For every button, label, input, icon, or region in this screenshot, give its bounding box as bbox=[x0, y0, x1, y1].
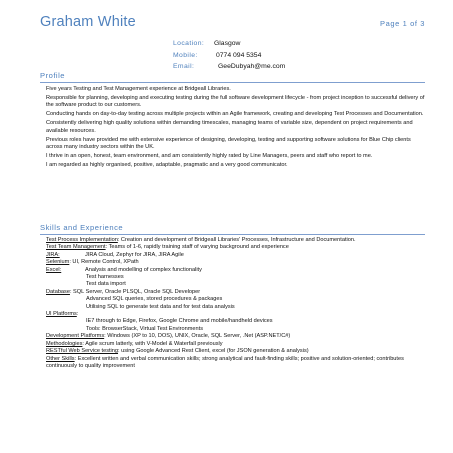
skill-text: : SQL Server, Oracle PLSQL, Oracle SQL Developer bbox=[69, 288, 201, 295]
skill-label: Test Process Implementation bbox=[46, 237, 118, 243]
mobile-label: Mobile: bbox=[173, 51, 198, 59]
skill-text: : Creation and development of Bridgeall Libraries' Processes, Infrastructure and Documentation. bbox=[117, 237, 356, 243]
skills-heading: Skills and Experience bbox=[40, 222, 425, 235]
skill-excel bbox=[46, 267, 426, 274]
candidate-name: Graham White bbox=[40, 14, 136, 30]
profile-text bbox=[46, 86, 426, 171]
header bbox=[40, 14, 425, 36]
skill-text: : Teams of 1-6, rapidly training staff of varying background and experience bbox=[105, 244, 289, 251]
skill-label: Methodologies bbox=[46, 340, 83, 347]
profile-heading: Profile bbox=[40, 70, 425, 83]
skill-text: : Excellent written and verbal communication skills; strong analytical and fault-finding skills; positive and solution-oriented; contributes continuously to quality improvement bbox=[46, 355, 404, 369]
skill-label: UI Platforms bbox=[46, 311, 77, 318]
profile-paragraph: Five years Testing and Test Management experience at Bridgeall Libraries. bbox=[46, 86, 231, 92]
skill-text: : using Google Advanced Rest Client, excel (for JSON generation & analysis) bbox=[118, 348, 309, 355]
profile-paragraph: Previous roles have provided me with extensive experience of designing, developing, testing and supporting software solutions for Blue Chip clients across many industry sectors within the UK. bbox=[46, 136, 411, 150]
location-label: Location: bbox=[173, 40, 205, 47]
skill-text: : Agile scrum latterly, with V-Model & Waterfall previously bbox=[82, 340, 223, 347]
skill-methodologies bbox=[46, 341, 426, 348]
skill-excel-item: Test data import bbox=[86, 281, 126, 288]
skill-text: JIRA Cloud, Zephyr for JIRA, JIRA Agile bbox=[85, 251, 184, 258]
email-value: GeeDubyah@me.com bbox=[218, 63, 286, 70]
skills-list bbox=[46, 237, 426, 370]
skill-ui-item: IE7 through to Edge, Firefox, Google Chrome and mobile/handheld devices bbox=[86, 318, 273, 325]
skill-excel-item: Test harnesses bbox=[86, 274, 124, 281]
skill-ui-item: Tools: BrowserStack, Virtual Test Environments bbox=[86, 325, 203, 332]
skill-db-item: Advanced SQL queries, stored procedures & packages bbox=[86, 296, 223, 303]
skill-label: Database bbox=[46, 288, 70, 295]
skill-ui-platforms bbox=[46, 311, 426, 318]
location-value: Glasgow bbox=[214, 40, 241, 47]
page-number: Page 1 of 3 bbox=[380, 19, 425, 28]
skill-db-item: Utilising SQL to generate test data and for test data analysis bbox=[86, 303, 235, 310]
skill-selenium bbox=[46, 259, 426, 266]
skill-label: Selenium bbox=[46, 259, 70, 266]
skill-dev-platforms bbox=[46, 333, 426, 340]
skill-test-team bbox=[46, 244, 426, 251]
email-label: Email: bbox=[173, 63, 195, 70]
profile-paragraph: I am regarded as highly organised, positive, adaptable, pragmatic and a very good communicator. bbox=[46, 162, 288, 169]
skill-other bbox=[46, 356, 426, 371]
profile-paragraph: I thrive in an open, honest, team environment, and am consistently highly rated by Line Managers, peers and staff who report to me. bbox=[46, 153, 373, 160]
skill-label: RESTful Web Service testing bbox=[46, 348, 119, 355]
skill-database bbox=[46, 289, 426, 296]
skill-text: : UI, Remote Control, XPath bbox=[69, 259, 139, 266]
skill-text: : Windows (XP to 10, DOS), UNIX, Oracle, SQL Server, .Net (ASP.NET/C#) bbox=[104, 333, 291, 340]
profile-paragraph: Consistently delivering high quality solutions within demanding timescales, managing teams of variable size, dependent on project requirements and available resources. bbox=[46, 120, 413, 134]
profile-paragraph: Responsible for planning, developing and executing testing during the full software development lifecycle - from project inception to successful delivery of the software product to our customers. bbox=[46, 95, 425, 109]
skill-label: JIRA: bbox=[46, 251, 60, 258]
contact-mobile-row bbox=[173, 51, 373, 63]
mobile-value: 0774 094 5354 bbox=[216, 51, 262, 59]
contact-block bbox=[173, 39, 373, 74]
contact-location-row bbox=[173, 39, 373, 51]
profile-paragraph: Conducting hands on day-to-day testing across multiple projects within an Agile framework, creating and developing Test Processes and Documentation. bbox=[46, 111, 424, 118]
skill-restful bbox=[46, 348, 426, 355]
skill-text: : bbox=[76, 311, 79, 318]
skill-label: Excel: bbox=[46, 266, 62, 273]
skill-test-process bbox=[46, 237, 426, 244]
skill-label: Development Platforms bbox=[46, 333, 105, 340]
skill-label: Other Skills bbox=[46, 355, 75, 362]
skill-jira bbox=[46, 252, 426, 259]
skill-text: Analysis and modelling of complex functionality bbox=[85, 266, 202, 273]
skill-label: Test Team Management bbox=[46, 244, 106, 251]
